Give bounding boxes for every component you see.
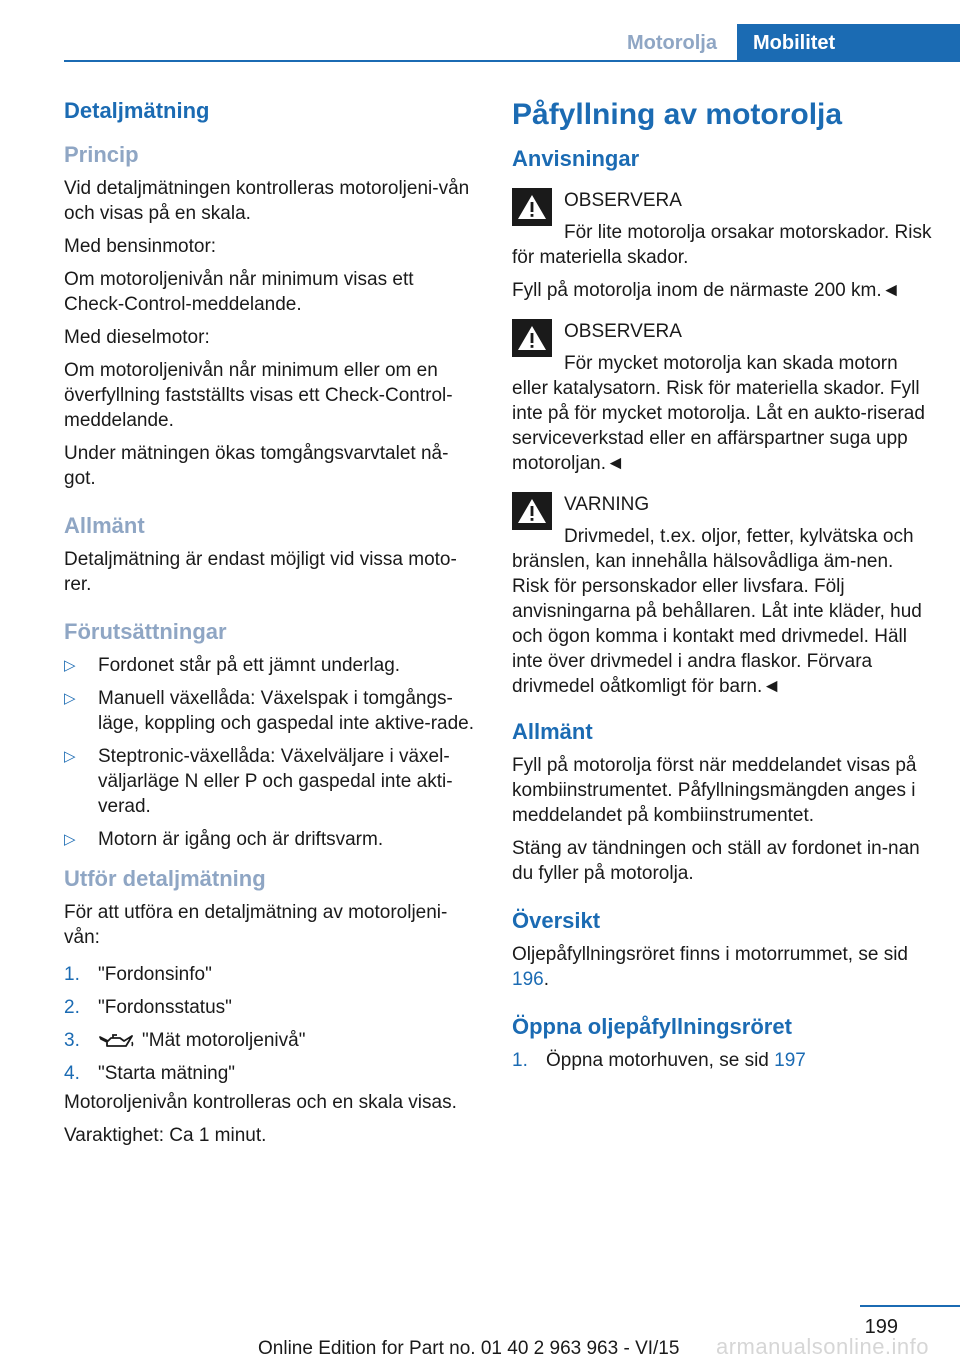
heading-oppna-oljepafyllningsroret: Öppna oljepåfyllningsröret xyxy=(512,1014,792,1039)
paragraph: Stäng av tändningen och ställ av fordonet in‐nan du fyller på motorolja. xyxy=(512,838,920,884)
heading-allmant: Allmänt xyxy=(64,513,145,538)
heading-oversikt: Översikt xyxy=(512,908,601,933)
header-section-tab: Motorolja xyxy=(627,31,717,54)
warning-title: OBSERVERA xyxy=(564,190,682,211)
list-item: ▷ Motorn är igång och är driftsvarm. xyxy=(64,829,384,850)
paragraph: Detaljmätning är endast möjligt vid vissa moto‐rer. xyxy=(64,549,457,595)
list-item: 3. "Mät motoroljenivå" xyxy=(64,1030,306,1051)
list-item: 1. "Fordonsinfo" xyxy=(64,964,212,985)
edition-note: Online Edition for Part no. 01 40 2 963 963 - VI/15 xyxy=(258,1338,680,1359)
left-column xyxy=(64,98,476,1156)
list-item: 2. "Fordonsstatus" xyxy=(64,997,232,1018)
warning-triangle-icon xyxy=(512,492,552,530)
heading-forutsattningar: Förutsättningar xyxy=(64,619,227,644)
paragraph: Om motoroljenivån når minimum eller om en överfyllning fastställts visas ett Check-Control-meddelande. xyxy=(64,360,453,431)
page-link-196[interactable]: 196 xyxy=(512,969,544,990)
heading-utfor-detaljmatning: Utför detaljmätning xyxy=(64,866,266,891)
steps-list xyxy=(64,962,476,1086)
warning-text: Drivmedel, t.ex. oljor, fetter, kylvätska och bränslen, kan innehålla hälsovådliga äm‐nen. Risk för personskador eller livsfara. Följ anvisningarna på behållaren. Låt inte kläder, hud och ögon komma i kontakt med drivmedel. Häll inte över drivmedel i andra flaskor. Förvara drivmedel oåtkomligt för barn.◄ xyxy=(512,526,922,697)
section-title-detaljmatning: Detaljmätning xyxy=(64,98,210,123)
heading-allmant-right: Allmänt xyxy=(512,719,593,744)
warning-title: VARNING xyxy=(564,494,650,515)
warning-text: För lite motorolja orsakar motorskador. Risk för materiella skador. xyxy=(512,222,932,268)
list-item: 4. "Starta mätning" xyxy=(64,1063,236,1084)
warning-block xyxy=(512,492,932,699)
header-chapter-tab: Mobilitet xyxy=(737,24,960,62)
paragraph: Varaktighet: Ca 1 minut. xyxy=(64,1125,267,1146)
heading-princip: Princip xyxy=(64,142,139,167)
triangle-bullet-icon: ▷ xyxy=(64,831,76,848)
list-item: ▷ Manuell växellåda: Växelspak i tomgångs‐läge, koppling och gaspedal inte aktive‐rade. xyxy=(64,688,475,734)
warning-text: För mycket motorolja kan skada motorn eller katalysatorn. Risk för materiella skador. Fyll inte på för mycket motorolja. Låt en aukto‐riserad serviceverkstad eller en affärspartner suga upp motoroljan.◄ xyxy=(512,353,925,474)
list-item: 1. Öppna motorhuven, se sid 197 xyxy=(512,1050,806,1071)
warning-title: OBSERVERA xyxy=(564,321,682,342)
paragraph: Motoroljenivån kontrolleras och en skala visas. xyxy=(64,1092,457,1113)
steps-list xyxy=(512,1048,932,1073)
paragraph: Oljepåfyllningsröret finns i motorrummet, se sid 196. xyxy=(512,944,908,990)
triangle-bullet-icon: ▷ xyxy=(64,748,76,765)
triangle-bullet-icon: ▷ xyxy=(64,657,76,674)
warning-triangle-icon xyxy=(512,319,552,357)
paragraph: Fyll på motorolja först när meddelandet visas på kombiinstrumentet. Påfyllningsmängden anges i meddelandet på kombiinstrumentet. xyxy=(512,755,917,826)
watermark: armanualsonline.info xyxy=(716,1334,930,1359)
footer-rule xyxy=(860,1305,960,1307)
prerequisites-list xyxy=(64,653,476,852)
paragraph: Med dieselmotor: xyxy=(64,327,210,348)
paragraph: Under mätningen ökas tomgångsvarvtalet nå‐got. xyxy=(64,443,449,489)
oil-can-icon xyxy=(98,1032,136,1050)
right-column xyxy=(512,96,932,1081)
header-rule xyxy=(64,60,960,62)
warning-block xyxy=(512,188,932,303)
paragraph: Vid detaljmätningen kontrolleras motoroljeni‐vån och visas på en skala. xyxy=(64,178,470,224)
page-link-197[interactable]: 197 xyxy=(774,1050,806,1071)
triangle-bullet-icon: ▷ xyxy=(64,690,76,707)
heading-anvisningar: Anvisningar xyxy=(512,146,640,171)
page-number: 199 xyxy=(864,1316,898,1338)
warning-triangle-icon xyxy=(512,188,552,226)
warning-text: Fyll på motorolja inom de närmaste 200 km.◄ xyxy=(512,280,901,301)
list-item: ▷ Fordonet står på ett jämnt underlag. xyxy=(64,655,401,676)
warning-block xyxy=(512,319,932,476)
section-title-pafyllning: Påfyllning av motorolja xyxy=(512,98,843,131)
paragraph: Om motoroljenivån når minimum visas ett Check-Control-meddelande. xyxy=(64,269,414,315)
paragraph: Med bensinmotor: xyxy=(64,236,217,257)
paragraph: För att utföra en detaljmätning av motoroljeni‐vån: xyxy=(64,902,448,948)
list-item: ▷ Steptronic-växellåda: Växelväljare i växel‐väljarläge N eller P och gaspedal inte akti‐verad. xyxy=(64,746,453,817)
